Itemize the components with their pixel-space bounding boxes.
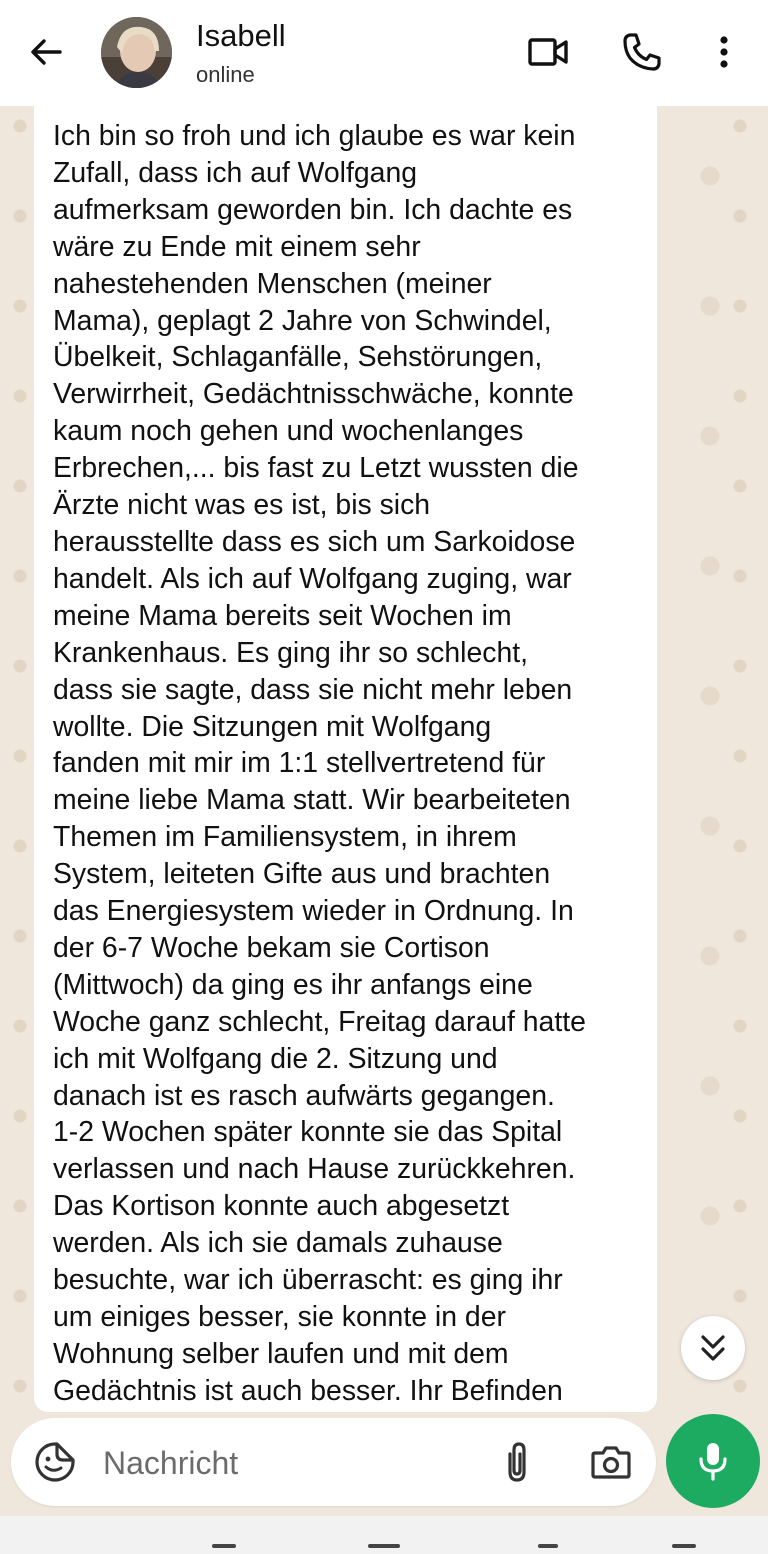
nav-home-icon[interactable] [368,1544,400,1548]
voice-message-button[interactable] [666,1414,760,1508]
message-text: Ich bin so froh und ich glaube es war kein Zufall, dass ich auf Wolfgang aufmerksam geworden bin. Ich dachte es wäre zu Ende mit einem sehr nahestehenden Menschen (meiner Mama), geplagt 2 Jahre von Schwindel, Übelkeit, Schlaganfälle, Sehstörungen, Verwirrheit, Gedächtnisschwäche, konnte kaum noch gehen und wochenlanges Erbrechen,... bis fast zu Letzt wussten die Ärzte nicht was es ist, bis sich herausstellte dass es sich um Sarkoidose handelt. Als ich auf Wolfgang zuging, war meine Mama bereits seit Wochen im Krankenhaus. Es ging ihr so schlecht, dass sie sagte, dass sie nicht mehr leben wollte. Die Sitzungen mit Wolfgang fanden mit mir im 1:1 stellvertretend für meine liebe Mama statt. Wir bearbeiteten Themen im Familiensystem, in ihrem System, leiteten Gifte aus und brachten das Energiesystem wieder in Ordnung. In der 6-7 Woche bekam sie Cortison (Mittwoch) da ging es ihr anfangs eine Woche ganz schlecht, Freitag darauf hatte ich mit Wolfgang die 2. Sitzung und danach ist es rasch aufwärts gegangen. 1-2 Wochen später konnte sie das Spital verlassen und nach Hause zurückkehren. Das Kortison konnte auch abgesetzt werden. Als ich sie damals zuhause besuchte, war ich überrascht: es ging ihr um einiges besser, sie konnte in der Wohnung selber laufen und mit dem Gedächtnis ist auch besser. Ihr Befinden [53,120,586,1407]
video-call-button[interactable] [526,30,570,74]
system-navigation-bar [0,1516,768,1554]
avatar-image [101,17,172,88]
camera-icon [589,1440,633,1484]
video-camera-icon [526,30,570,74]
arrow-left-icon [24,30,68,74]
nav-keyboard-icon[interactable] [672,1544,696,1548]
emoji-sticker-button[interactable] [33,1440,77,1484]
scroll-to-bottom-button[interactable] [681,1316,745,1380]
paperclip-icon [495,1440,539,1484]
nav-recents-icon[interactable] [212,1544,236,1548]
message-composer [11,1418,656,1506]
chat-header [0,0,768,107]
nav-back-icon[interactable] [538,1544,558,1548]
phone-icon [620,30,664,74]
sticker-icon [33,1440,77,1484]
back-button[interactable] [24,30,68,74]
more-vertical-icon [702,30,746,74]
attach-button[interactable] [495,1440,539,1484]
chat-area[interactable] [0,106,768,1412]
contact-name[interactable]: Isabell [196,18,286,53]
more-options-button[interactable] [702,30,746,74]
contact-status: online [196,62,255,87]
voice-call-button[interactable] [620,30,664,74]
camera-button[interactable] [589,1440,633,1484]
message-input[interactable] [101,1436,485,1490]
chevrons-down-icon [681,1316,745,1380]
microphone-icon [691,1439,735,1483]
avatar[interactable] [101,17,172,88]
